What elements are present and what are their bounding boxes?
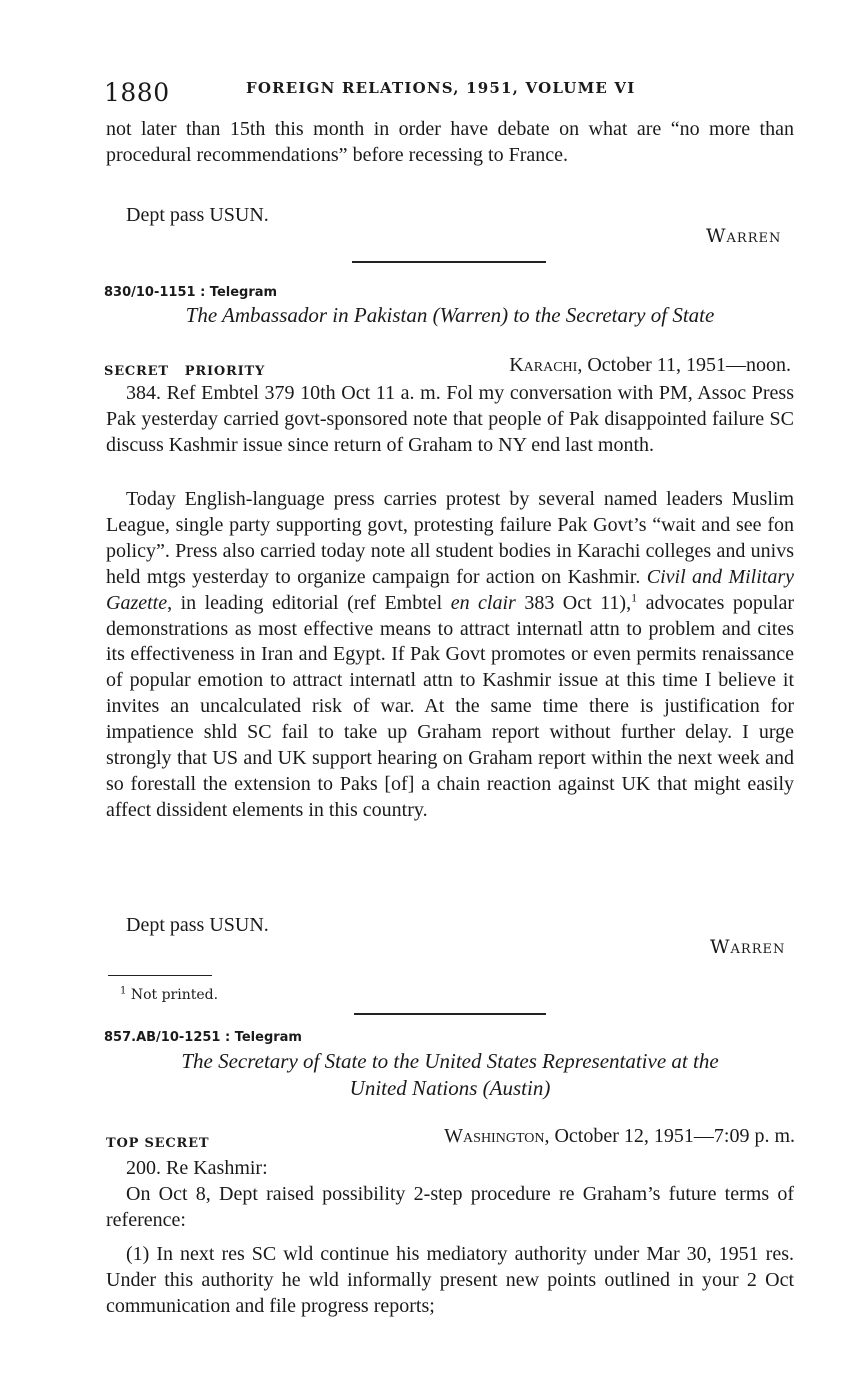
doc1-p2-text-b: , in leading editorial (ref Embtel (167, 591, 451, 614)
doc2-dateline (444, 1125, 795, 1148)
doc2-date: , October 12, 1951—7:09 p. m. (544, 1125, 795, 1147)
doc2-title (106, 1048, 794, 1102)
doc1-date: , October 11, 1951—noon. (577, 354, 791, 376)
footnote (120, 987, 218, 1003)
doc1-pass-line: Dept pass USUN. (126, 914, 269, 936)
carryover-pass-line: Dept pass USUN. (126, 204, 269, 226)
doc1-place: Karachi (509, 354, 578, 376)
doc1-dateline (509, 354, 791, 377)
doc1-paragraph-1: 384. Ref Embtel 379 10th Oct 11 a. m. Fol my conversation with PM, Assoc Press Pak yesterday carried govt-sponsored note that people of Pak disappointed failure SC discuss Kashmir issue since return of Graham to NY end last month. (106, 382, 794, 456)
doc1-classification: SECRET PRIORITY (104, 364, 266, 379)
page-number: 1880 (104, 78, 170, 107)
doc2-place: Washington (444, 1125, 545, 1147)
footnote-marker: 1 (120, 985, 127, 997)
carryover-signature: Warren (706, 225, 782, 247)
section-divider-2 (354, 1013, 546, 1015)
carryover-paragraph: not later than 15th this month in order have debate on what are “no more than procedural recommendations” before recessing to France. (106, 118, 794, 166)
doc1-p2-gazette: Civil and Military Gazette (106, 565, 794, 614)
doc2-title-line-2: United Nations (Austin) (349, 1076, 551, 1100)
doc1-p2-en-clair: en clair (450, 591, 516, 614)
doc2-file-id: 857.AB/10-1251 : Telegram (104, 1030, 302, 1045)
doc1-p2-text-d: advocates popular demonstrations as most effective means to attract internatl attn to problem and cites its effectiveness in Iran and Egypt. If Pak Govt promotes or even permits renaissance of popular emotion to attract internatl attn to Kashmir issue at this time I believe it invites an uncalculated risk of war. At the same time there is justification for impatience shld SC fail to take up Graham report without further delay. I urge strongly that US and UK support hearing on Graham report within the next week and so forestall the extension to Paks [of] a chain reaction against UK that might easily affect dissident elements in this country. (106, 591, 794, 821)
doc2-classification: TOP SECRET (106, 1136, 210, 1151)
doc2-title-line-1: The Secretary of State to the United States Representative at the (181, 1049, 719, 1073)
running-head: FOREIGN RELATIONS, 1951, VOLUME VI (246, 79, 636, 97)
footnote-text: Not printed. (130, 987, 219, 1003)
doc1-title: The Ambassador in Pakistan (Warren) to the Secretary of State (185, 303, 715, 327)
doc2-paragraph-2: On Oct 8, Dept raised possibility 2-step procedure re Graham’s future terms of reference: (106, 1183, 794, 1231)
doc1-p2-text-c: 383 Oct 11), (515, 591, 632, 614)
doc1-paragraph-2 (106, 487, 794, 824)
doc2-paragraph-3: (1) In next res SC wld continue his mediatory authority under Mar 30, 1951 res. Under this authority he wld informally present new points outlined in your 2 Oct communication and file progress reports; (106, 1243, 794, 1317)
doc1-file-id: 830/10-1151 : Telegram (104, 285, 278, 300)
doc1-footnote-ref: 1 (631, 589, 638, 604)
doc1-signature: Warren (710, 936, 786, 958)
section-divider (352, 261, 546, 263)
footnote-rule (108, 975, 212, 976)
doc2-paragraph-1: 200. Re Kashmir: (126, 1157, 268, 1179)
doc1-p2-text-a: Today English-language press carries protest by several named leaders Muslim League, single party supporting govt, protesting failure Pak Govt’s “wait and see fon policy”. Press also carried today note all student bodies in Karachi colleges and univs held mtgs yesterday to organize campaign for action on Kashmir. (106, 488, 794, 588)
